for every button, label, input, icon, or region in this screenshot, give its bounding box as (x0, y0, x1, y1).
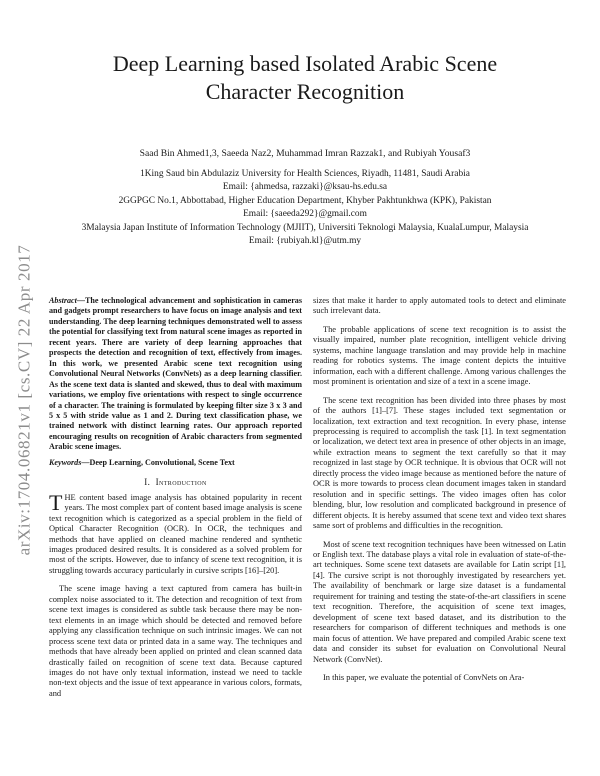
intro-paragraph-1 (49, 489, 302, 577)
abstract-text: —The technological advancement and sophistication in cameras and gadgets prompt researchers to have focus on image analysis and text understanding. The deep learning techniques demonstrated well to assess the potential for classifying text from natural scene images as reported in recent years. There are variety of deep learning approaches that prospects the detection and recognition of text, effectively from images. In this work, we presented Arabic scene text recognition using Convolutional Neural Networks (ConvNets) as a deep learning classifier. As the scene text data is slanted and skewed, thus to deal with maximum variations, we employ five orientations with respect to single occurrence of a character. The training is formulated by keeping filter size 3 x 3 and 5 x 5 with stride value as 1 and 2. During text classification phase, we trained network with distinct learning rates. Our approach reported encouraging results on recognition of Arabic characters from segmented Arabic scene images. (49, 296, 302, 452)
affiliation-1: 1King Saud bin Abdulaziz University for Health Sciences, Riyadh, 11481, Saudi Arabia (140, 169, 470, 179)
keywords-text: —Deep Learning, Convolutional, Scene Text (81, 457, 235, 467)
affiliation-3: 3Malaysia Japan Institute of Information Technology (MJIIT), Universiti Teknologi Malaysia, KualaLumpur, Malaysia (81, 222, 529, 233)
intro-paragraph-1-text: HE content based image analysis has obtained popularity in recent years. The most complex part of content based image analysis is scene text recognition which is categorized as a special problem in the field of Optical Character Recognition (OCR). In OCR, the techniques and methods that have applied on cleaned machine rendered and synthetic images produced desired results. It is considered as a solved problem for most of the scripts. However, due to infancy of scene text recognition, it is struggling towards accuracy particularly in cursive scripts [16]–[20]. (49, 492, 302, 575)
affiliation-2: 2GGPGC No.1, Abbottabad, Higher Education Department, Khyber Pakhtunkhwa (KPK), Pakistan (118, 195, 492, 206)
right-paragraph-2: The scene text recognition has been divided into three phases by most of the authors [1]–[7]. These stages included text segmentation or localization, text extraction and text recognition. In every phase, intense preprocessing is required to accomplish the task [1]. In text segmentation or localization, we detect text area in presence of other objects in an image, while extraction means to segment the text carefully so that it may recognized in last stage by OCR technique. It is obvious that OCR will not directly process the video image because as mentioned before the nature of OCR is more towards to process clean document images taken in standard resolution and in specific settings. The video images often has color blending, blur, low resolution and complicated background in presence of different objects. It is hereby assumed that scene text and video text shares same sort of problems and difficulties in the recognition. (313, 395, 566, 531)
right-column (313, 296, 566, 691)
section-heading (49, 477, 302, 487)
intro-paragraph-2: The scene image having a text captured from camera has built-in complex noise associated to it. The detection and recognition of text from scene text images is considered as subtle task because there may be non-text elements in an image which should be detected and removed before applying any classification technique on such intrinsic images. We can not process scene text data or printed data in a same way. The techniques and methods that have already been applied on printed and clean scanned data drastically failed on recognition of scene text data. Because captured images do not have only textual information, instead we need to tackle non-text objects and the issue of text appearance in various colors, formats, and (49, 584, 302, 698)
paper-title: Deep Learning based Isolated Arabic Scene Character Recognition (112, 51, 498, 104)
arxiv-id[interactable]: arXiv:1704.06821v1 [cs.CV] 22 Apr 2017 (14, 244, 33, 556)
abstract (49, 296, 302, 453)
affiliation-1-email[interactable]: Email: {ahmedsa, razzaki}@ksau-hs.edu.sa (222, 182, 388, 193)
arxiv-stamp (4, 200, 44, 600)
affiliation-2-email[interactable]: Email: {saeeda292}@gmail.com (243, 209, 367, 220)
author-list: Saad Bin Ahmed1,3, Saeeda Naz2, Muhammad Imran Razzak1, and Rubiyah Yousaf3 (139, 148, 471, 159)
section-number: I. (144, 477, 151, 488)
affiliations (50, 168, 560, 248)
section-title: Introduction (155, 477, 207, 488)
right-paragraph-0: sizes that make it harder to apply automated tools to detect and eliminate such irrelevant data. (313, 296, 566, 316)
left-column (49, 296, 302, 707)
right-paragraph-1: The probable applications of scene text recognition is to assist the visually impaired, number plate recognition, intelligent vehicle driving systems, machine language translation and may provide help in machine reading for robotics systems. The image content depicts the intuitive information, each with a different challenge. Among various challenges the most prominent is orientation and size of a text in a scene image. (313, 324, 566, 387)
abstract-label: Abstract (49, 296, 77, 305)
keywords-label: Keywords (49, 457, 82, 467)
right-paragraph-4: In this paper, we evaluate the potential of ConvNets on Ara- (323, 672, 525, 682)
keywords (49, 458, 302, 468)
right-paragraph-3: Most of scene text recognition techniques have been witnessed on Latin or English text. The database plays a vital role in evaluation of state-of-the-art techniques. Some scene text datasets are available for Latin script [1], [4]. The cursive script is not thoroughly investigated by researchers yet. The availability of benchmark or large size dataset is a fundamental requirement for training and testing the state-of-the-art classifiers in scene text recognition. Therefore, the acquisition of scene text images, development of scene text based dataset, and its distribution to the researchers for comparison of different techniques and methods is one main focus of attention. We have prepared and compiled Arabic scene text data and consider its subset for evaluation on Convolutional Neural Network (ConvNet). (313, 539, 566, 664)
dropcap: T (49, 489, 63, 515)
affiliation-3-email[interactable]: Email: {rubiyah.kl}@utm.my (248, 236, 362, 247)
